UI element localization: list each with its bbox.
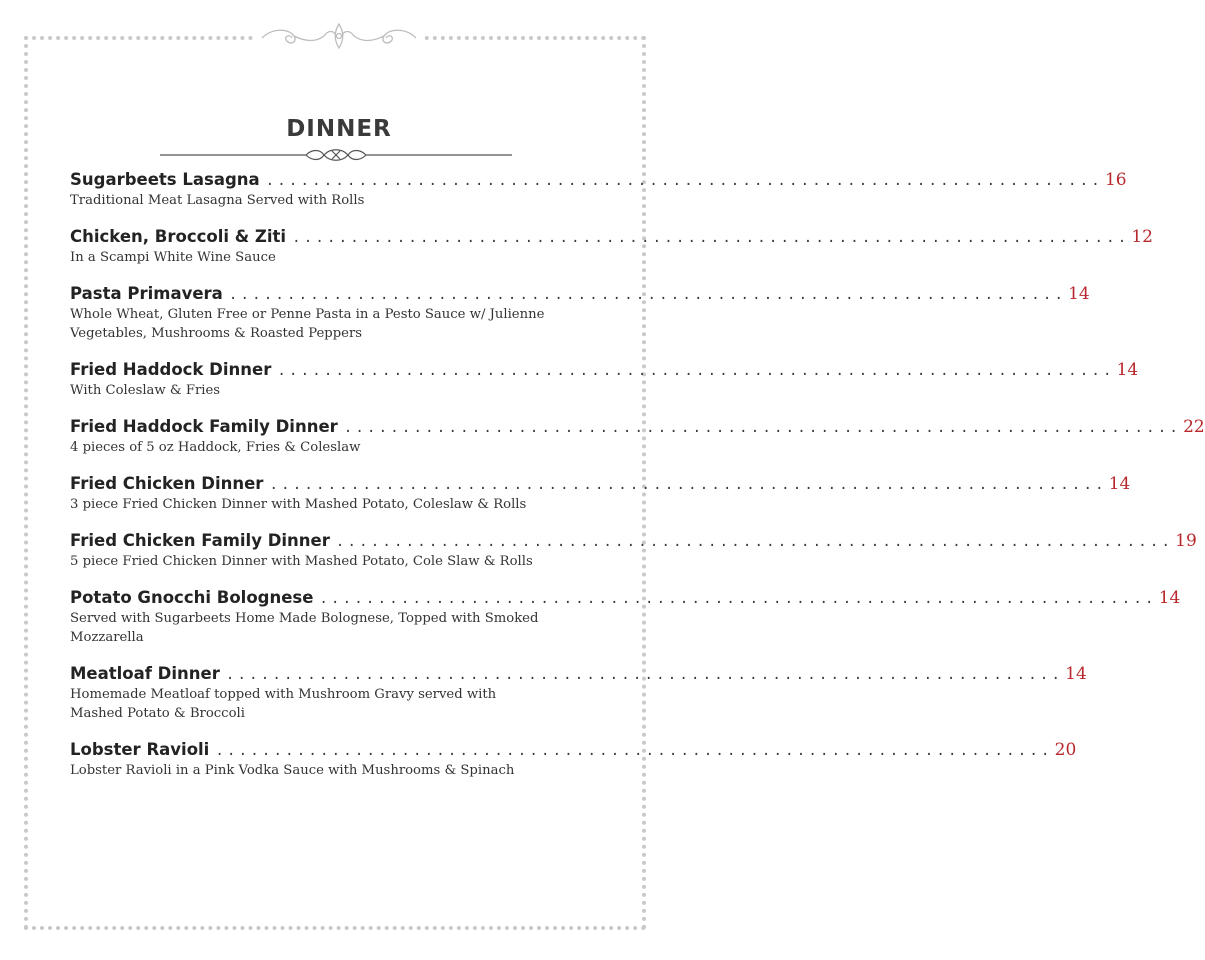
menu-item [70, 417, 1205, 457]
dot-leader: ........................................................................ [277, 363, 1115, 379]
dot-leader: ........................................................................ [228, 287, 1067, 303]
dot-leader: ........................................................................ [292, 230, 1130, 246]
dot-leader: ........................................................................ [225, 667, 1064, 683]
menu-item [70, 284, 1090, 343]
dot-leader: ........................................................................ [319, 591, 1157, 607]
menu-item-name: Fried Haddock Family Dinner [70, 417, 338, 436]
menu-item-description: In a Scampi White Wine Sauce [70, 250, 276, 265]
menu-item [70, 664, 1087, 723]
menu-item [70, 474, 1131, 514]
menu-item-price: 14 [1116, 360, 1139, 380]
dot-leader: ........................................................................ [265, 173, 1103, 189]
menu-item-name: Lobster Ravioli [70, 740, 210, 759]
menu-item [70, 531, 1197, 571]
menu-item-name: Meatloaf Dinner [70, 664, 220, 683]
menu-item-price: 14 [1068, 284, 1090, 304]
menu-item-description: Homemade Meatloaf topped with Mushroom Gravy served with Mashed Potato & Broccoli [70, 687, 497, 721]
menu-item-name: Fried Chicken Dinner [70, 474, 264, 493]
menu-item-price: 12 [1131, 227, 1153, 247]
menu-item-name: Potato Gnocchi Bolognese [70, 588, 314, 607]
menu-item-price: 14 [1108, 474, 1131, 494]
menu-item [70, 360, 1139, 400]
menu-item [70, 588, 1181, 647]
menu-item-price: 16 [1104, 170, 1127, 190]
menu-item-price: 14 [1158, 588, 1181, 608]
dot-leader: ........................................................................ [215, 743, 1053, 759]
section-title: DINNER [286, 116, 392, 142]
menu-item-price: 22 [1183, 417, 1205, 437]
menu-item-description: Whole Wheat, Gluten Free or Penne Pasta in a Pesto Sauce w/ Julienne Vegetables, Mushrooms & Roasted Peppers [70, 307, 545, 341]
scroll-flourish-icon [254, 20, 424, 52]
menu-item-description: 5 piece Fried Chicken Dinner with Mashed Potato, Cole Slaw & Rolls [70, 554, 533, 569]
menu-item-price: 19 [1175, 531, 1197, 551]
menu-item [70, 227, 1153, 267]
menu-item-name: Sugarbeets Lasagna [70, 170, 260, 189]
dot-leader: ........................................................................ [343, 420, 1182, 436]
dot-leader: ........................................................................ [269, 477, 1107, 493]
divider-flourish-icon [160, 146, 512, 164]
menu-item-description: 3 piece Fried Chicken Dinner with Mashed Potato, Coleslaw & Rolls [70, 497, 527, 512]
menu-item-description: 4 pieces of 5 oz Haddock, Fries & Coleslaw [70, 440, 361, 455]
menu-item-description: Lobster Ravioli in a Pink Vodka Sauce with Mushrooms & Spinach [70, 763, 515, 778]
menu-item-name: Chicken, Broccoli & Ziti [70, 227, 287, 246]
menu-item-description: Served with Sugarbeets Home Made Bolognese, Topped with Smoked Mozzarella [70, 611, 539, 645]
menu-item-description: With Coleslaw & Fries [70, 383, 221, 398]
menu-item-price: 14 [1065, 664, 1087, 684]
menu-item-price: 20 [1054, 740, 1077, 760]
menu-item [70, 740, 1077, 780]
menu-item-name: Fried Chicken Family Dinner [70, 531, 330, 550]
menu-item-name: Pasta Primavera [70, 284, 223, 303]
menu-item [70, 170, 1127, 210]
menu-item-name: Fried Haddock Dinner [70, 360, 272, 379]
menu-item-description: Traditional Meat Lasagna Served with Rolls [70, 193, 365, 208]
dot-leader: ........................................................................ [335, 534, 1174, 550]
